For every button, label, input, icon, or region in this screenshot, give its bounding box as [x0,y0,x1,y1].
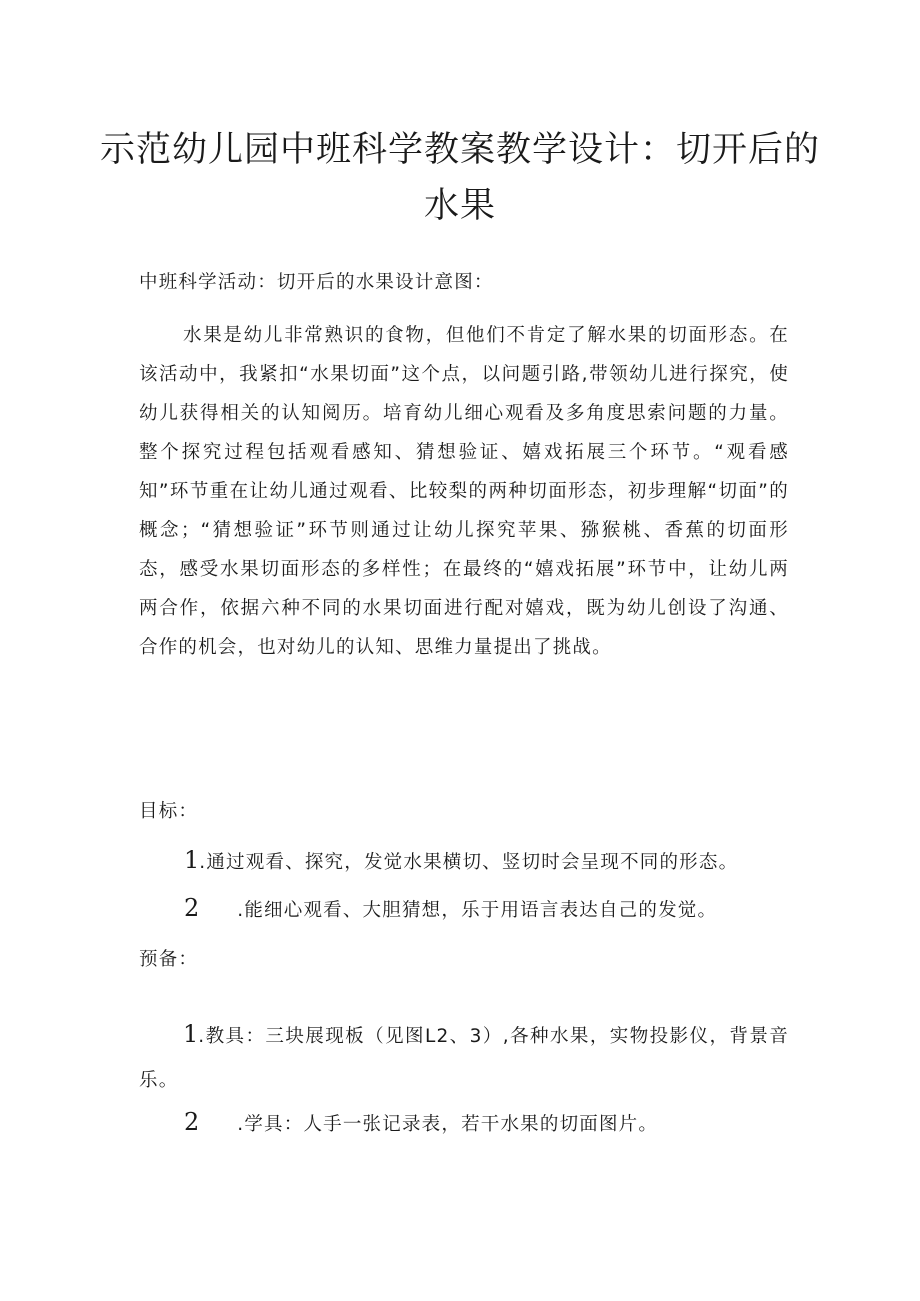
goal-item-number: 1 [184,846,200,874]
goal-item-2 [184,896,717,923]
goal-item-text: .能细心观看、大胆猜想，乐于用语言表达自己的发觉。 [237,900,718,921]
intro-heading: 中班科学活动：切开后的水果设计意图： [139,272,494,293]
preparation-heading: 预备： [139,949,199,970]
goals-heading: 目标： [139,801,199,822]
design-intent-paragraph: 水果是幼儿非常熟识的食物，但他们不肯定了解水果的切面形态。在该活动中，我紧扣“水果切面”这个点，以问题引路,带领幼儿进行探究，使幼儿获得相关的认知阅历。培育幼儿细心观看及多角度思索问题的力量。整个探究过程包括观看感知、猜想验证、嬉戏拓展三个环节。“观看感知”环节重在让幼儿通过观看、比较梨的两种切面形态，初步理解“切面”的概念；“猜想验证”环节则通过让幼儿探究苹果、猕猴桃、香蕉的切面形态，感受水果切面形态的多样性；在最终的“嬉戏拓展”环节中，让幼儿两两合作，依据六种不同的水果切面进行配对嬉戏，既为幼儿创设了沟通、合作的机会，也对幼儿的认知、思维力量提出了挑战。 [139,325,789,658]
preparation-item-text: .学具：人手一张记录表，若干水果的切面图片。 [237,1114,659,1135]
goal-item-number: 2 [184,894,200,922]
preparation-item-number: 1 [183,1020,199,1048]
document-title: 示范幼儿园中班科学教案教学设计：切开后的水果 [100,130,821,226]
preparation-item-text: .教具：三块展现板（见图L2、3）,各种水果，实物投影仪，背景音乐。 [139,1026,789,1091]
preparation-item-2 [184,1110,658,1137]
preparation-item-1 [139,1012,789,1103]
goal-item-text: .通过观看、探究，发觉水果横切、竖切时会呈现不同的形态。 [199,852,739,873]
goal-item-1 [184,848,738,875]
preparation-item-number: 2 [184,1108,200,1136]
